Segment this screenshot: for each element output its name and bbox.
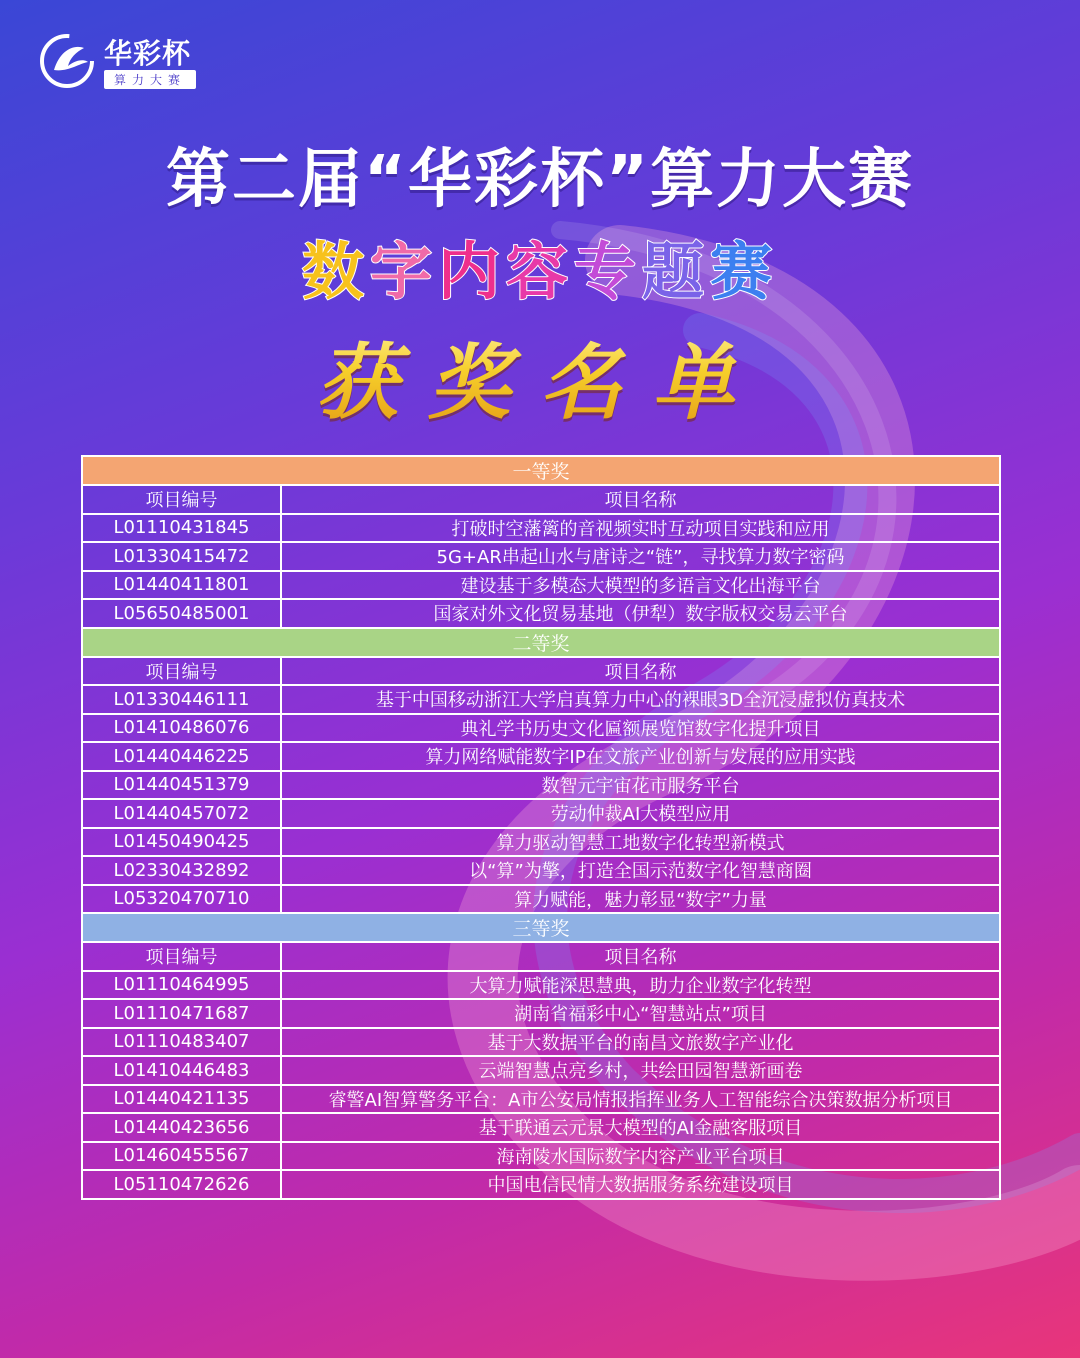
column-header-row [82, 942, 1000, 971]
table-row [82, 885, 1000, 914]
project-id: L01440411801 [82, 571, 281, 600]
table-row [82, 971, 1000, 1000]
subtitle-char: 容 [505, 235, 574, 308]
project-name: 睿警AI智算警务平台：A市公安局情报指挥业务人工智能综合决策数据分析项目 [281, 1085, 1000, 1114]
project-name: 算力驱动智慧工地数字化转型新模式 [281, 828, 1000, 857]
table-row [82, 856, 1000, 885]
winners-headline: 获奖名单 [0, 318, 1080, 435]
project-id: L01110471687 [82, 999, 281, 1028]
project-id: L05110472626 [82, 1170, 281, 1199]
column-header-name: 项目名称 [281, 657, 1000, 686]
phoenix-logo-icon [38, 32, 96, 90]
project-name: 基于中国移动浙江大学启真算力中心的裸眼3D全沉浸虚拟仿真技术 [281, 685, 1000, 714]
winners-table [81, 455, 999, 1200]
subtitle-char: 赛 [710, 235, 779, 308]
project-name: 以“算”为擎，打造全国示范数字化智慧商圈 [281, 856, 1000, 885]
project-name: 建设基于多模态大模型的多语言文化出海平台 [281, 571, 1000, 600]
project-id: L01410446483 [82, 1056, 281, 1085]
table-row [82, 771, 1000, 800]
project-id: L05320470710 [82, 885, 281, 914]
table-row [82, 828, 1000, 857]
page-title: 第二届“华彩杯”算力大赛 [165, 143, 915, 217]
column-header-row [82, 485, 1000, 514]
logo-subtitle: 算力大赛 [104, 70, 196, 89]
subtitle-char: 字 [369, 235, 438, 308]
project-name: 中国电信民情大数据服务系统建设项目 [281, 1170, 1000, 1199]
table-row [82, 999, 1000, 1028]
project-id: L01440446225 [82, 742, 281, 771]
project-name: 算力赋能，魅力彰显“数字”力量 [281, 885, 1000, 914]
project-name: 5G+AR串起山水与唐诗之“链”，寻找算力数字密码 [281, 542, 1000, 571]
table-row [82, 542, 1000, 571]
table-row [82, 1170, 1000, 1199]
table-row [82, 742, 1000, 771]
table-row [82, 514, 1000, 543]
project-name: 基于联通云元景大模型的AI金融客服项目 [281, 1113, 1000, 1142]
column-header-id: 项目编号 [82, 657, 281, 686]
project-name: 典礼学书历史文化匾额展览馆数字化提升项目 [281, 714, 1000, 743]
project-id: L01110464995 [82, 971, 281, 1000]
table-row [82, 1085, 1000, 1114]
project-name: 劳动仲裁AI大模型应用 [281, 799, 1000, 828]
subtitle-char: 专 [574, 235, 643, 308]
project-name: 大算力赋能深思慧典，助力企业数字化转型 [281, 971, 1000, 1000]
project-name: 数智元宇宙花市服务平台 [281, 771, 1000, 800]
tier-header-second: 二等奖 [82, 628, 1000, 657]
logo [38, 30, 208, 92]
column-header-id: 项目编号 [82, 485, 281, 514]
project-id: L02330432892 [82, 856, 281, 885]
subtitle-char: 题 [642, 235, 711, 308]
column-header-row [82, 657, 1000, 686]
project-name: 国家对外文化贸易基地（伊犁）数字版权交易云平台 [281, 599, 1000, 628]
project-id: L01440423656 [82, 1113, 281, 1142]
subtitle-char: 内 [437, 235, 506, 308]
table-row [82, 1142, 1000, 1171]
project-name: 海南陵水国际数字内容产业平台项目 [281, 1142, 1000, 1171]
table-row [82, 1028, 1000, 1057]
project-name: 算力网络赋能数字IP在文旅产业创新与发展的应用实践 [281, 742, 1000, 771]
table-row [82, 1056, 1000, 1085]
project-id: L01440421135 [82, 1085, 281, 1114]
column-header-name: 项目名称 [281, 485, 1000, 514]
project-id: L01110431845 [82, 514, 281, 543]
column-header-id: 项目编号 [82, 942, 281, 971]
project-id: L01440451379 [82, 771, 281, 800]
project-name: 基于大数据平台的南昌文旅数字产业化 [281, 1028, 1000, 1057]
subtitle-char: 数 [301, 235, 370, 308]
project-id: L01460455567 [82, 1142, 281, 1171]
project-id: L05650485001 [82, 599, 281, 628]
project-id: L01330446111 [82, 685, 281, 714]
project-id: L01440457072 [82, 799, 281, 828]
page-subtitle [0, 222, 1080, 311]
table-row [82, 799, 1000, 828]
tier-header-first: 一等奖 [82, 456, 1000, 485]
table-row [82, 599, 1000, 628]
project-id: L01110483407 [82, 1028, 281, 1057]
table-row [82, 571, 1000, 600]
project-id: L01330415472 [82, 542, 281, 571]
project-id: L01410486076 [82, 714, 281, 743]
project-name: 云端智慧点亮乡村，共绘田园智慧新画卷 [281, 1056, 1000, 1085]
tier-header-third: 三等奖 [82, 913, 1000, 942]
logo-name: 华彩杯 [104, 37, 192, 70]
table-row [82, 685, 1000, 714]
column-header-name: 项目名称 [281, 942, 1000, 971]
project-name: 打破时空藩篱的音视频实时互动项目实践和应用 [281, 514, 1000, 543]
project-id: L01450490425 [82, 828, 281, 857]
table-row [82, 1113, 1000, 1142]
project-name: 湖南省福彩中心“智慧站点”项目 [281, 999, 1000, 1028]
table-row [82, 714, 1000, 743]
